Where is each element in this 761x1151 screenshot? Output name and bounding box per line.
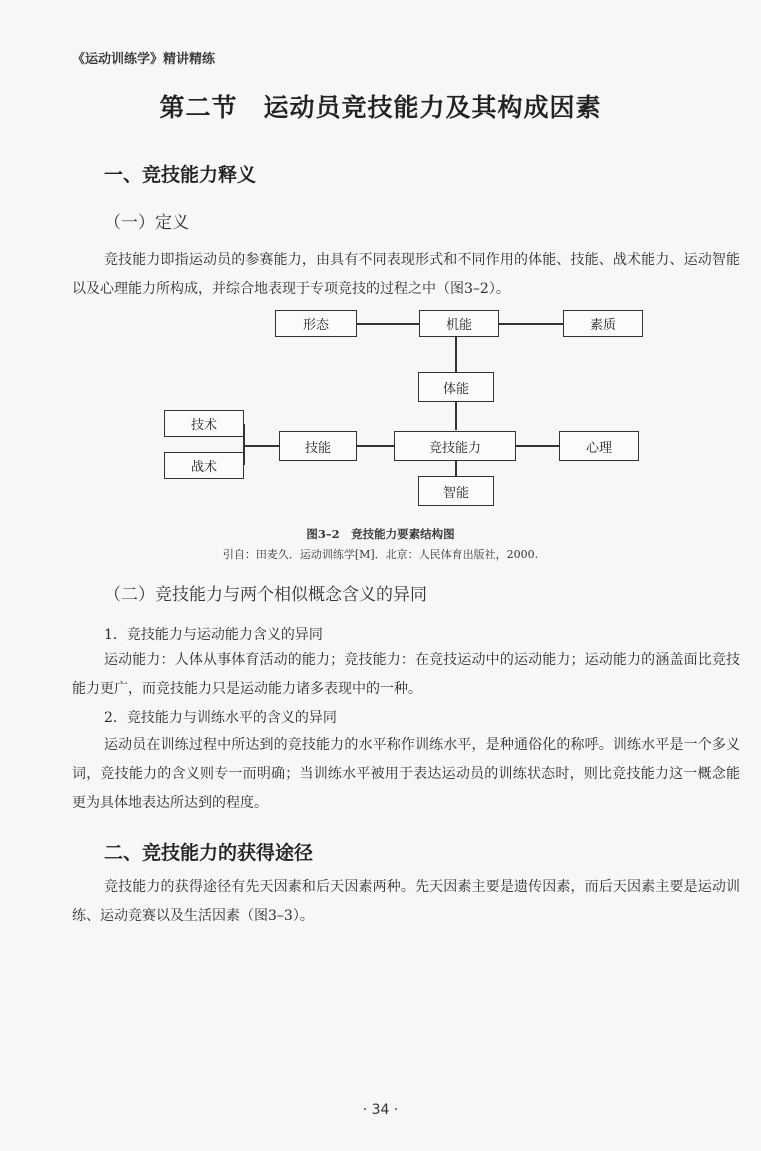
figure-caption: 图3–2 竞技能力要素结构图: [306, 527, 455, 541]
box-tineng: 体能: [418, 372, 494, 402]
box-jineng-function: 机能: [419, 310, 499, 337]
item2-paragraph: 运动员在训练过程中所达到的竞技能力的水平称作训练水平，是种通俗化的称呼。训练水平是一个多义词，竞技能力的含义则专一而明确；当训练水平被用于表达运动员的训练状态时，则比竞技能力这一概念能更为具体地表达所达到的程度。: [72, 737, 740, 811]
box-zhanshu: 战术: [164, 452, 244, 479]
item2-title: 2．竞技能力与训练水平的含义的异同: [104, 710, 337, 726]
page-number: · 34 ·: [362, 1102, 399, 1118]
connector-bracket-to-jineng: [243, 445, 279, 447]
box-xingtai: 形态: [275, 310, 357, 337]
box-suzhi: 素质: [563, 310, 643, 337]
running-header: 《运动训练学》精讲精练: [72, 52, 216, 67]
acquisition-paragraph: 竞技能力的获得途径有先天因素和后天因素两种。先天因素主要是遗传因素，而后天因素主要是运动训练、运动竞赛以及生活因素（图3–3）。: [72, 879, 740, 924]
box-xinli: 心理: [559, 431, 639, 461]
connector-tineng-jingji: [455, 402, 457, 430]
heading-part2: 二、竞技能力的获得途径: [104, 842, 314, 864]
connector-jingji-xinli: [516, 445, 559, 447]
box-jineng-skill: 技能: [279, 431, 357, 461]
heading-part1: 一、竞技能力释义: [104, 164, 257, 186]
connector-jineng-tineng: [455, 336, 457, 372]
box-jishu: 技术: [164, 410, 244, 437]
definition-paragraph: 竞技能力即指运动员的参赛能力，由具有不同表现形式和不同作用的体能、技能、战术能力、运动智能以及心理能力所构成，并综合地表现于专项竞技的过程之中（图3–2）。: [72, 252, 740, 297]
box-zhineng: 智能: [418, 476, 494, 506]
item1-title: 1．竞技能力与运动能力含义的异同: [104, 627, 323, 643]
connector-jineng-jingji: [357, 445, 394, 447]
connector-jingji-zhineng: [455, 460, 457, 476]
section-title: 第二节 运动员竞技能力及其构成因素: [159, 93, 602, 122]
heading-definition: （一）定义: [104, 213, 189, 233]
item1-paragraph: 运动能力：人体从事体育活动的能力；竞技能力：在竞技运动中的运动能力；运动能力的涵盖面比竞技能力更广，而竞技能力只是运动能力诸多表现中的一种。: [72, 652, 740, 697]
box-jingji-nengli: 竞技能力: [394, 431, 516, 461]
heading-comparison: （二）竞技能力与两个相似概念含义的异同: [104, 585, 427, 605]
figure-source: 引自：田麦久．运动训练学[M]．北京：人民体育出版社，2000.: [222, 548, 539, 561]
